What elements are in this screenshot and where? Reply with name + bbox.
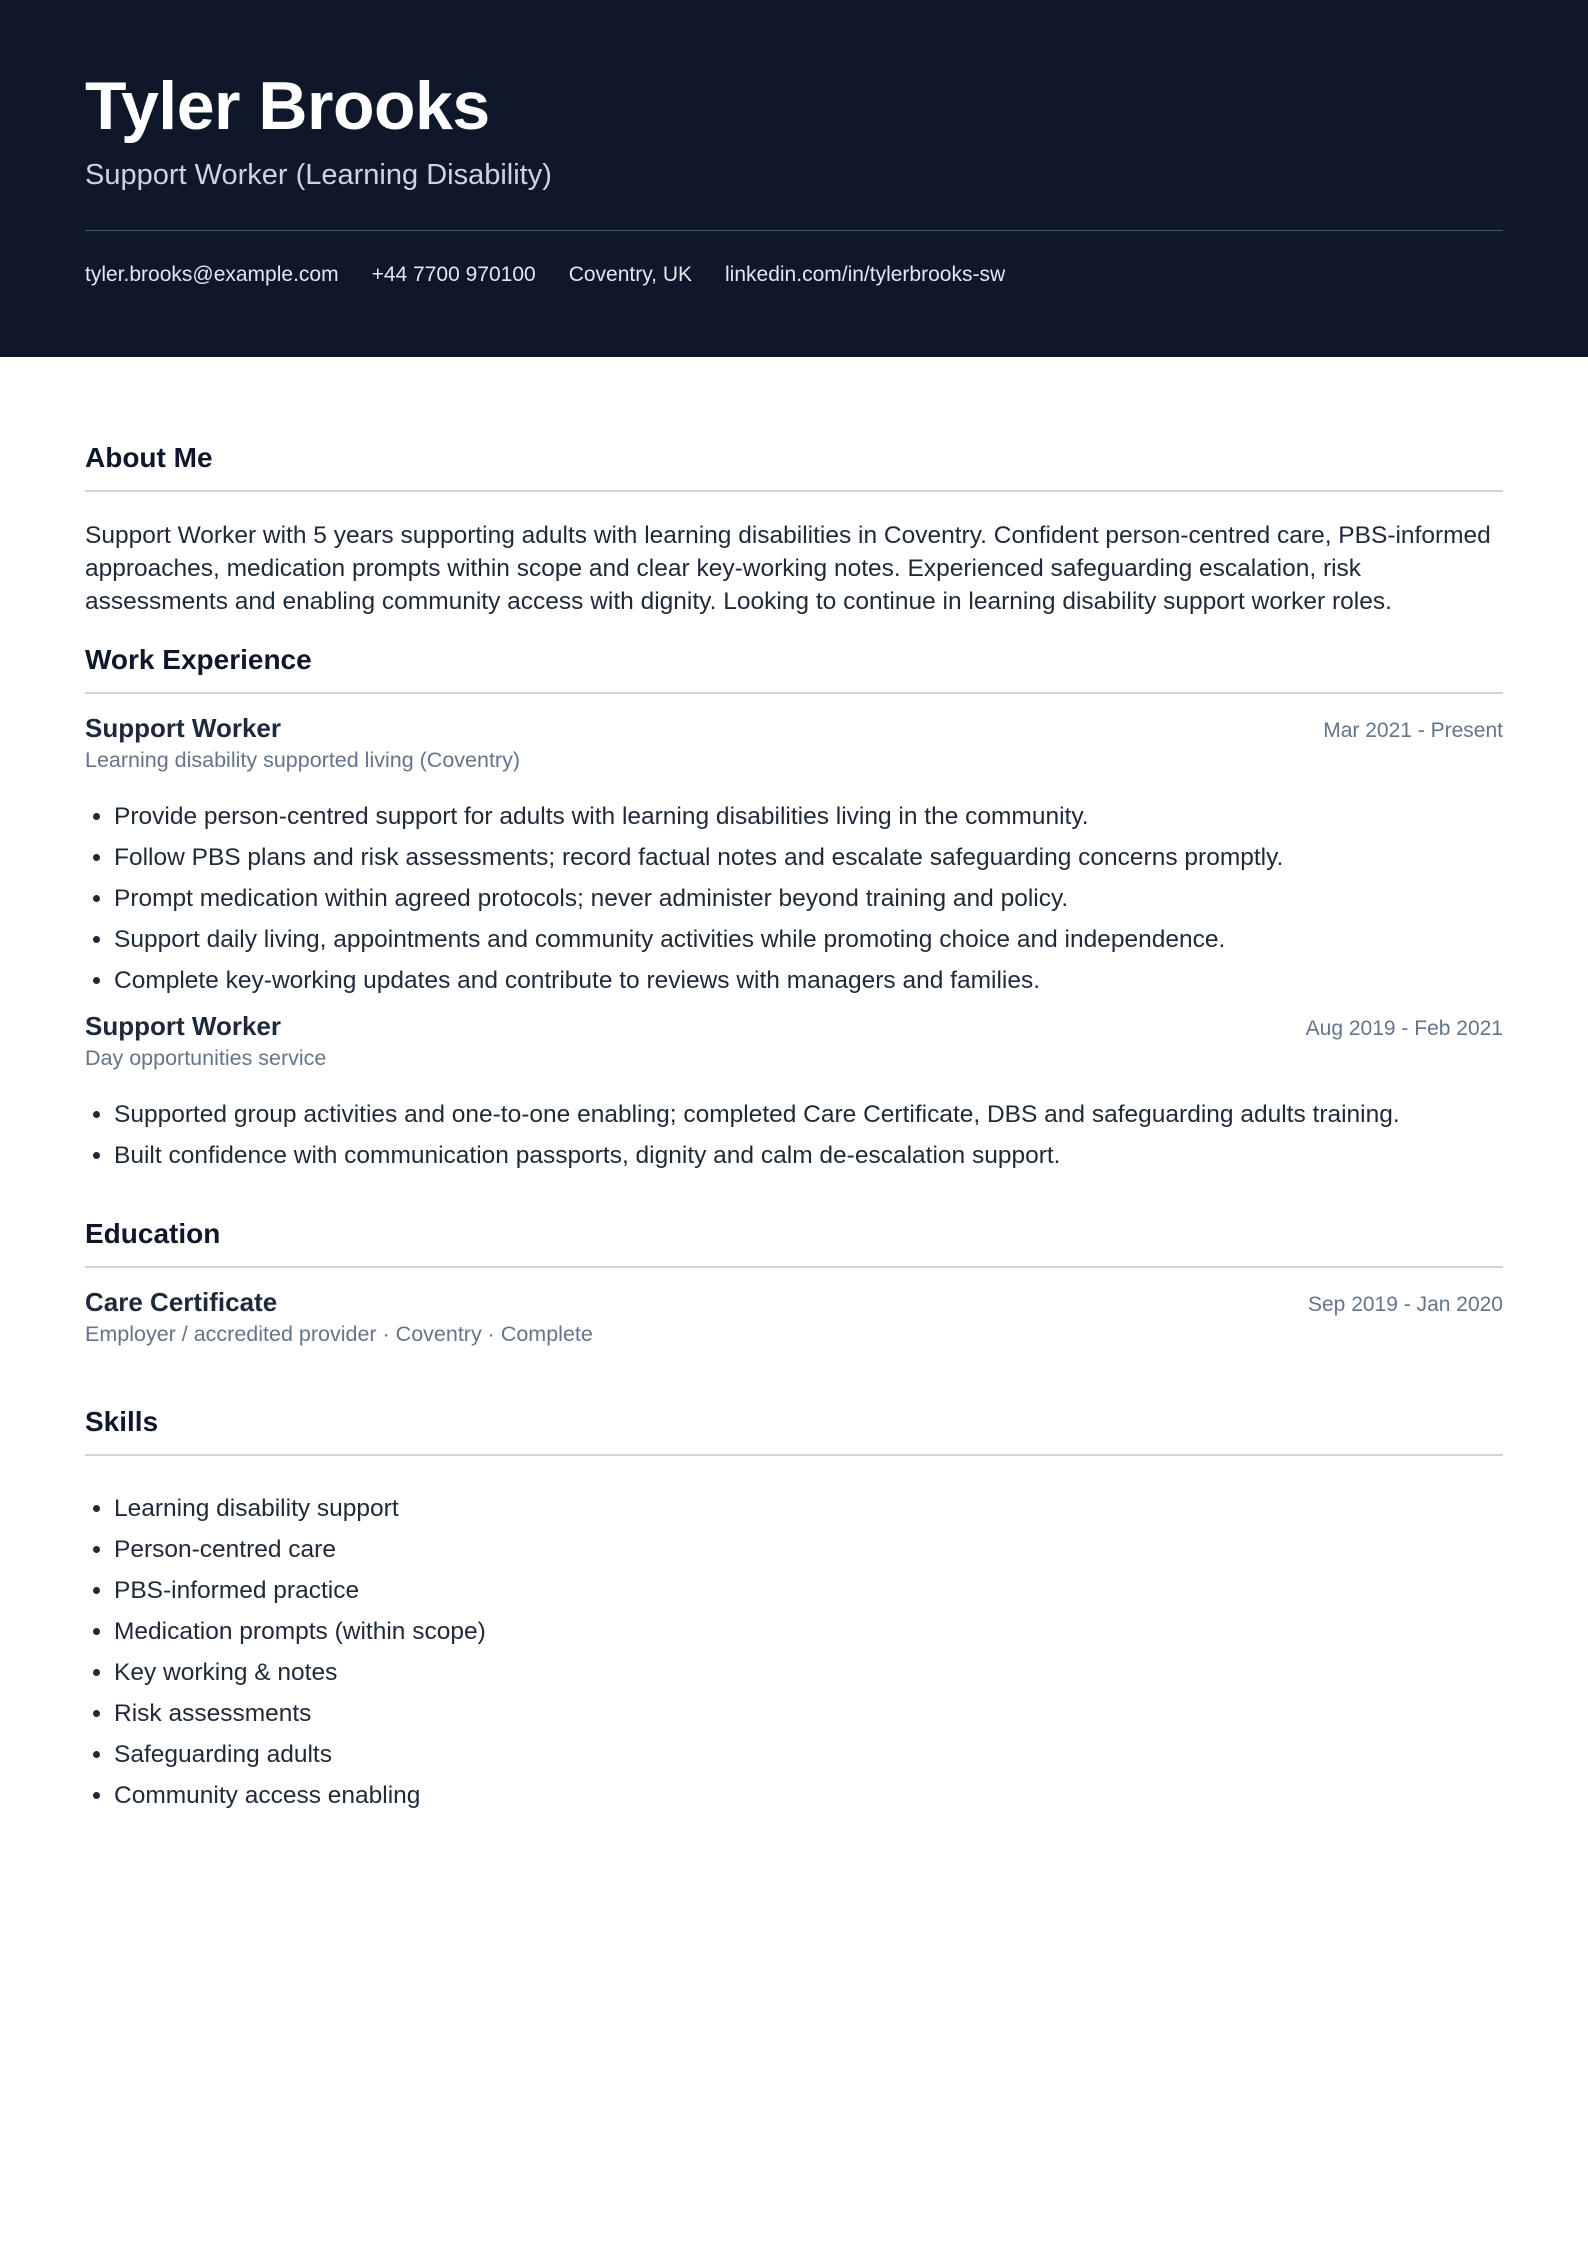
contact-phone[interactable]: +44 7700 970100 <box>371 263 536 286</box>
job-bullet: • Follow PBS plans and risk assessments; record factual notes and escalate safeguarding concerns promptly. <box>114 837 1503 878</box>
skill-item: • Medication prompts (within scope) <box>114 1611 1503 1652</box>
header-divider <box>85 230 1503 231</box>
job-bullet: • Complete key-working updates and contribute to reviews with managers and families. <box>114 960 1503 1001</box>
skills-list <box>85 1488 1503 1816</box>
job-bullet: • Supported group activities and one-to-one enabling; completed Care Certificate, DBS and safeguarding adults training. <box>114 1094 1503 1135</box>
education-details: Employer / accredited provider · Coventry · Complete <box>85 1322 593 1346</box>
section-title-work: Work Experience <box>85 644 312 675</box>
about-section <box>85 440 1503 618</box>
section-divider <box>85 1266 1503 1268</box>
job-bullet: • Provide person-centred support for adults with learning disabilities living in the community. <box>114 796 1503 837</box>
job-title: Support Worker <box>85 713 281 743</box>
skill-item: • Person-centred care <box>114 1529 1503 1570</box>
job-bullets <box>85 1094 1503 1176</box>
contact-linkedin[interactable]: linkedin.com/in/tylerbrooks-sw <box>725 263 1006 286</box>
candidate-name: Tyler Brooks <box>85 68 490 144</box>
section-divider <box>85 1454 1503 1456</box>
job-header <box>85 712 1503 745</box>
job-header <box>85 1010 1503 1043</box>
work-section <box>85 642 1503 1176</box>
job-organization: Learning disability supported living (Coventry) <box>85 748 520 772</box>
section-title-about: About Me <box>85 442 213 473</box>
about-text: Support Worker with 5 years supporting adults with learning disabilities in Coventry. Confident person-centred care, PBS-informed approaches, medication prompts within scope and clear key-working notes. Experienced safeguarding escalation, risk assessments and enabling community access with dignity. Looking to continue in learning disability support worker roles. <box>85 522 1491 615</box>
job-dates: Aug 2019 - Feb 2021 <box>1305 1017 1503 1040</box>
contact-email[interactable]: tyler.brooks@example.com <box>85 263 339 286</box>
skill-item: • PBS-informed practice <box>114 1570 1503 1611</box>
job-bullets <box>85 796 1503 1001</box>
skill-item: • Community access enabling <box>114 1775 1503 1816</box>
job-dates: Mar 2021 - Present <box>1323 719 1503 742</box>
education-dates: Sep 2019 - Jan 2020 <box>1308 1293 1503 1316</box>
education-entry <box>85 1286 1503 1348</box>
job-bullet: • Support daily living, appointments and community activities while promoting choice and independence. <box>114 919 1503 960</box>
job-entry <box>85 1010 1503 1176</box>
resume-body <box>0 440 1588 1816</box>
education-title: Care Certificate <box>85 1287 278 1317</box>
section-title-education: Education <box>85 1218 221 1249</box>
candidate-role: Support Worker (Learning Disability) <box>85 159 552 191</box>
job-organization: Day opportunities service <box>85 1046 327 1070</box>
job-entry <box>85 712 1503 1001</box>
education-header <box>85 1286 1503 1319</box>
education-section <box>85 1216 1503 1348</box>
section-title-skills: Skills <box>85 1406 159 1437</box>
job-title: Support Worker <box>85 1011 281 1041</box>
contact-info <box>85 261 1503 289</box>
section-divider <box>85 692 1503 694</box>
skills-section <box>85 1404 1503 1816</box>
job-bullet: • Prompt medication within agreed protocols; never administer beyond training and policy. <box>114 878 1503 919</box>
contact-location: Coventry, UK <box>568 263 693 286</box>
resume-header <box>0 0 1588 357</box>
section-divider <box>85 490 1503 492</box>
skill-item: • Key working & notes <box>114 1652 1503 1693</box>
skill-item: • Safeguarding adults <box>114 1734 1503 1775</box>
skill-item: • Learning disability support <box>114 1488 1503 1529</box>
skill-item: • Risk assessments <box>114 1693 1503 1734</box>
job-bullet: • Built confidence with communication passports, dignity and calm de-escalation support. <box>114 1135 1503 1176</box>
